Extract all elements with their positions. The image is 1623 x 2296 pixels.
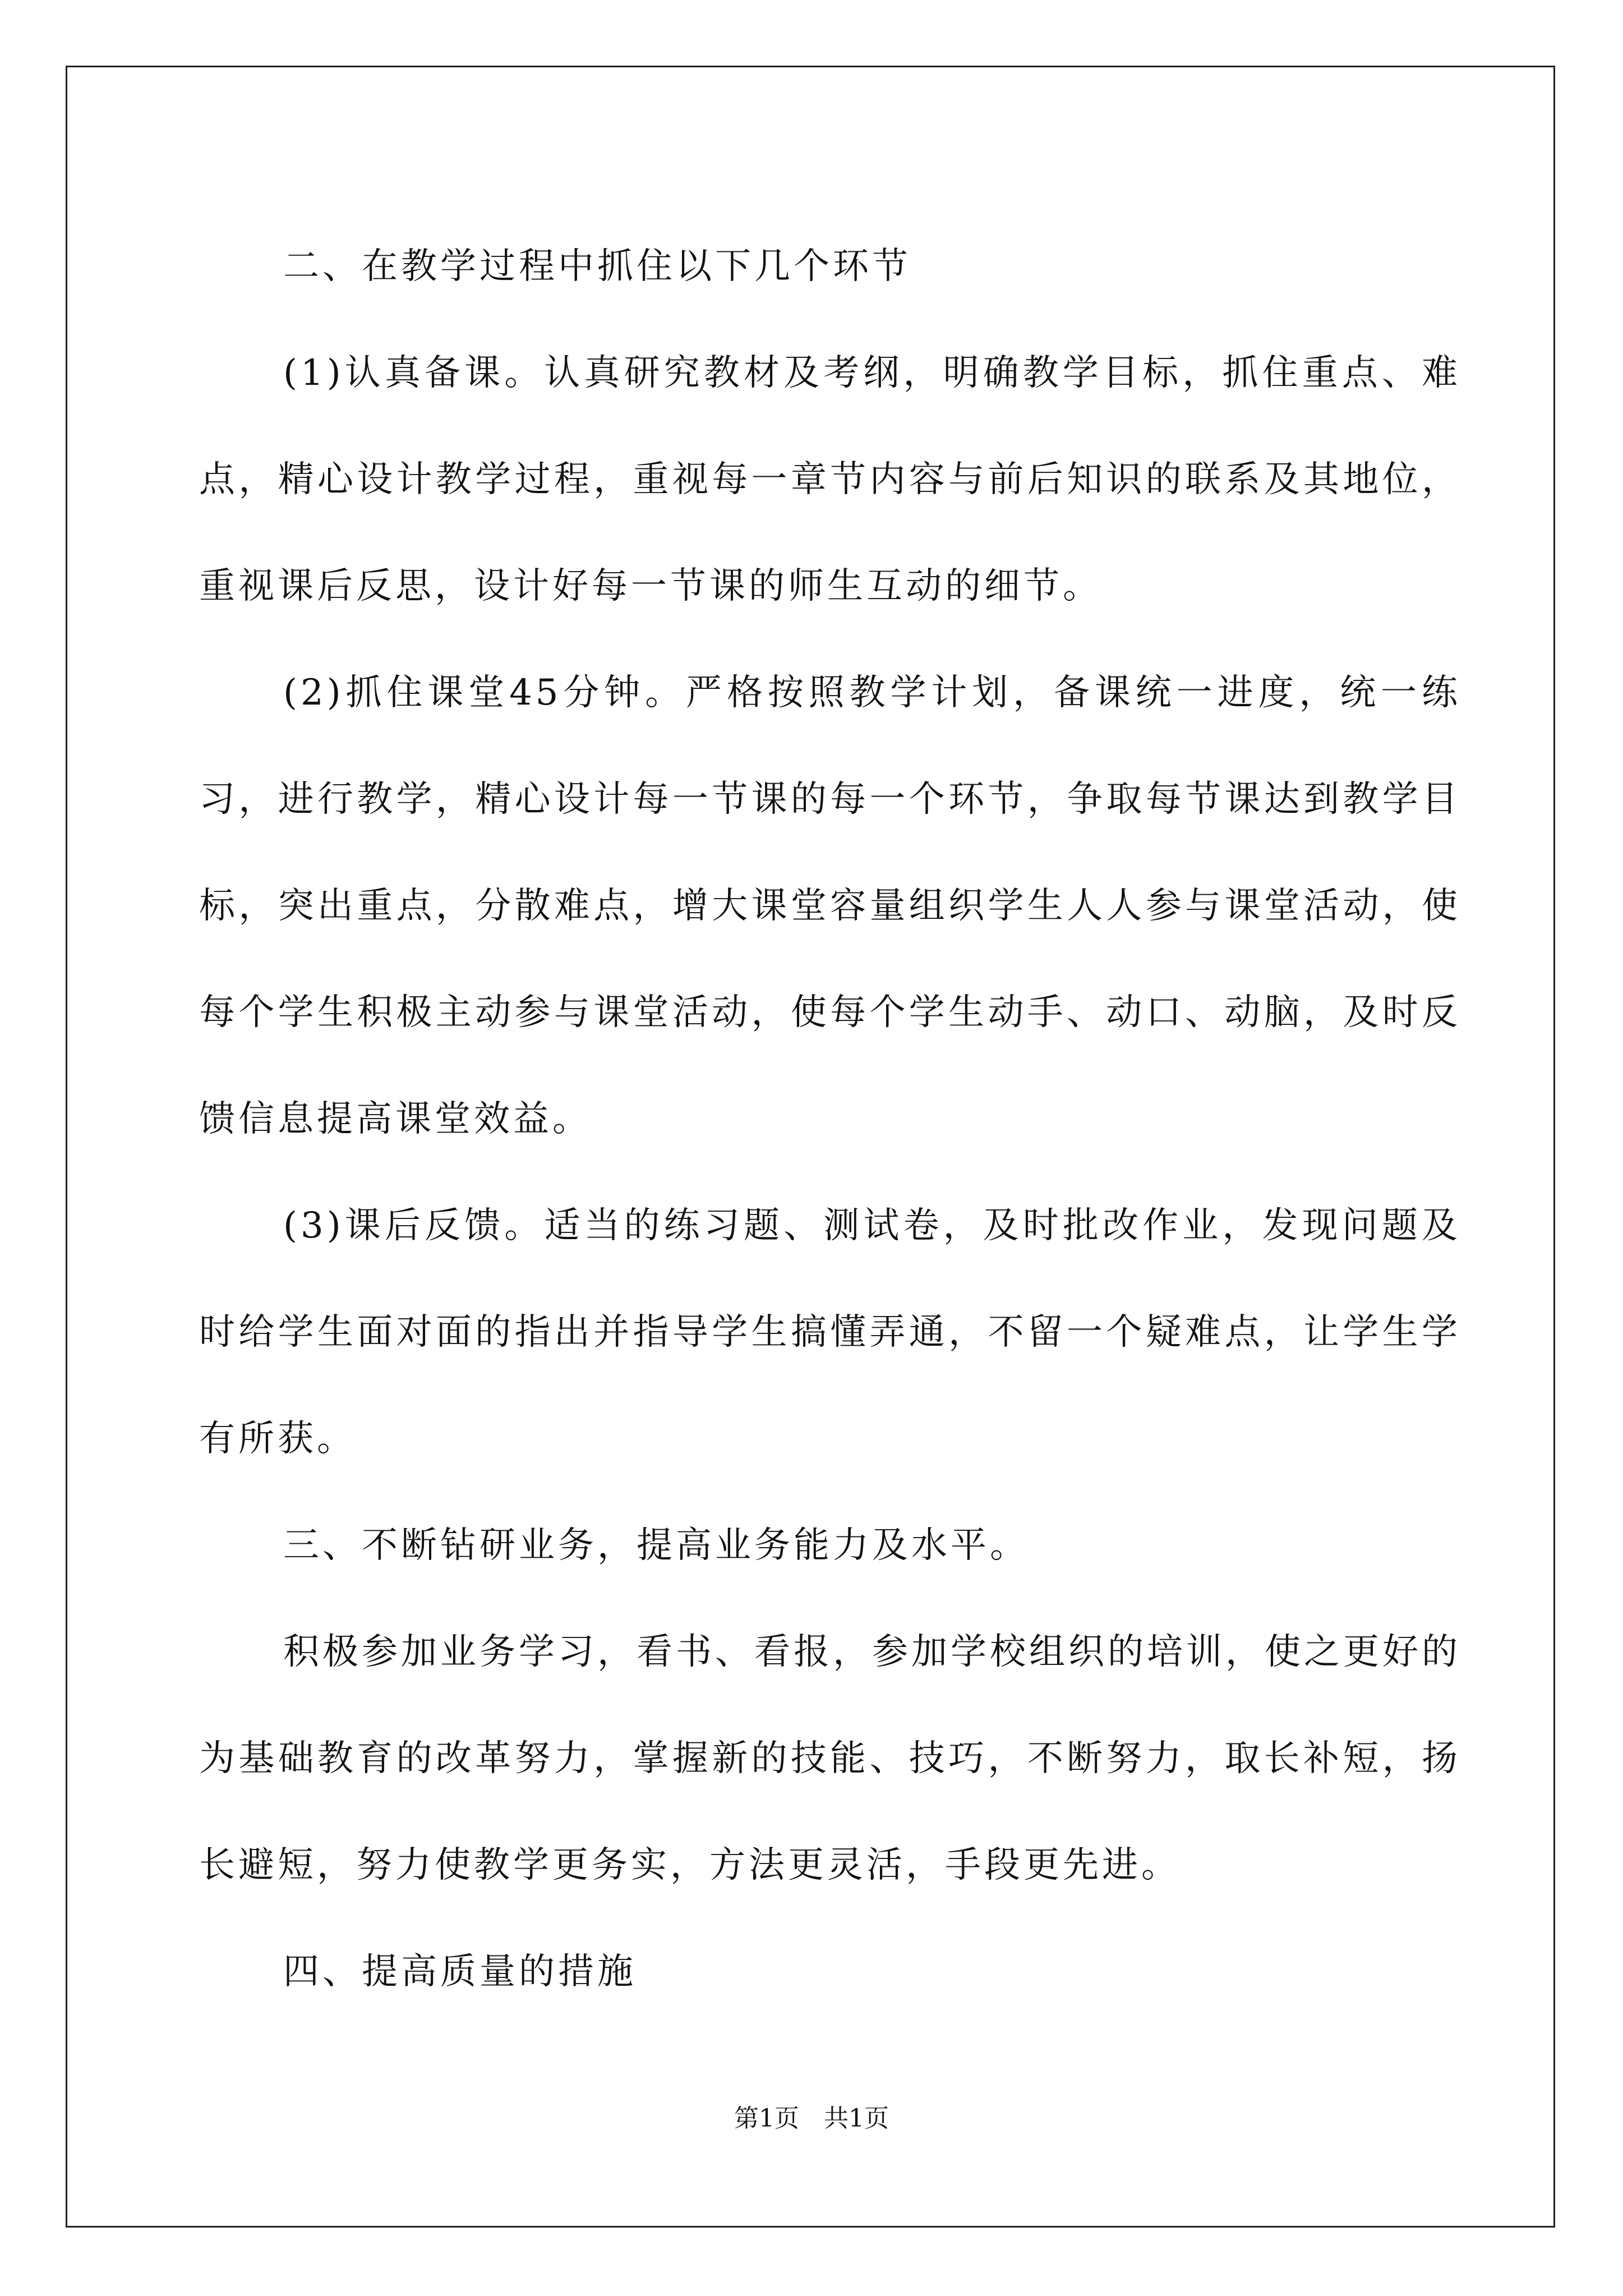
page-footer: 第1页 共1页 <box>734 2104 889 2133</box>
paragraph-study: 积极参加业务学习，看书、看报，参加学校组织的培训，使之更好的为基础教育的改革努力，掌握新的技能、技巧，不断努力，取长补短，扬长避短，努力使教学更务实，方法更灵活，手段更先进。 <box>199 1631 1461 1886</box>
paragraph-class-45min: (2)抓住课堂45分钟。严格按照教学计划，备课统一进度，统一练习，进行教学，精心设计每一节课的每一个环节，争取每节课达到教学目标，突出重点，分散难点，增大课堂容量组织学生人人参与课堂活动，使每个学生积极主动参与课堂活动，使每个学生动手、动口、动脑，及时反馈信息提高课堂效益。 <box>199 672 1461 1140</box>
document-body <box>199 213 1461 2025</box>
section-heading-2: 二、在教学过程中抓住以下几个环节 <box>283 246 911 287</box>
section-heading-3: 三、不断钻研业务，提高业务能力及水平。 <box>283 1525 1029 1566</box>
paragraph-lesson-prep: (1)认真备课。认真研究教材及考纲，明确教学目标，抓住重点、难点，精心设计教学过程，重视每一章节内容与前后知识的联系及其地位，重视课后反思，设计好每一节课的师生互动的细节。 <box>199 352 1461 607</box>
section-heading-4: 四、提高质量的措施 <box>283 1951 637 1993</box>
paragraph-feedback: (3)课后反馈。适当的练习题、测试卷，及时批改作业，发现问题及时给学生面对面的指出并指导学生搞懂弄通，不留一个疑难点，让学生学有所获。 <box>199 1205 1461 1460</box>
